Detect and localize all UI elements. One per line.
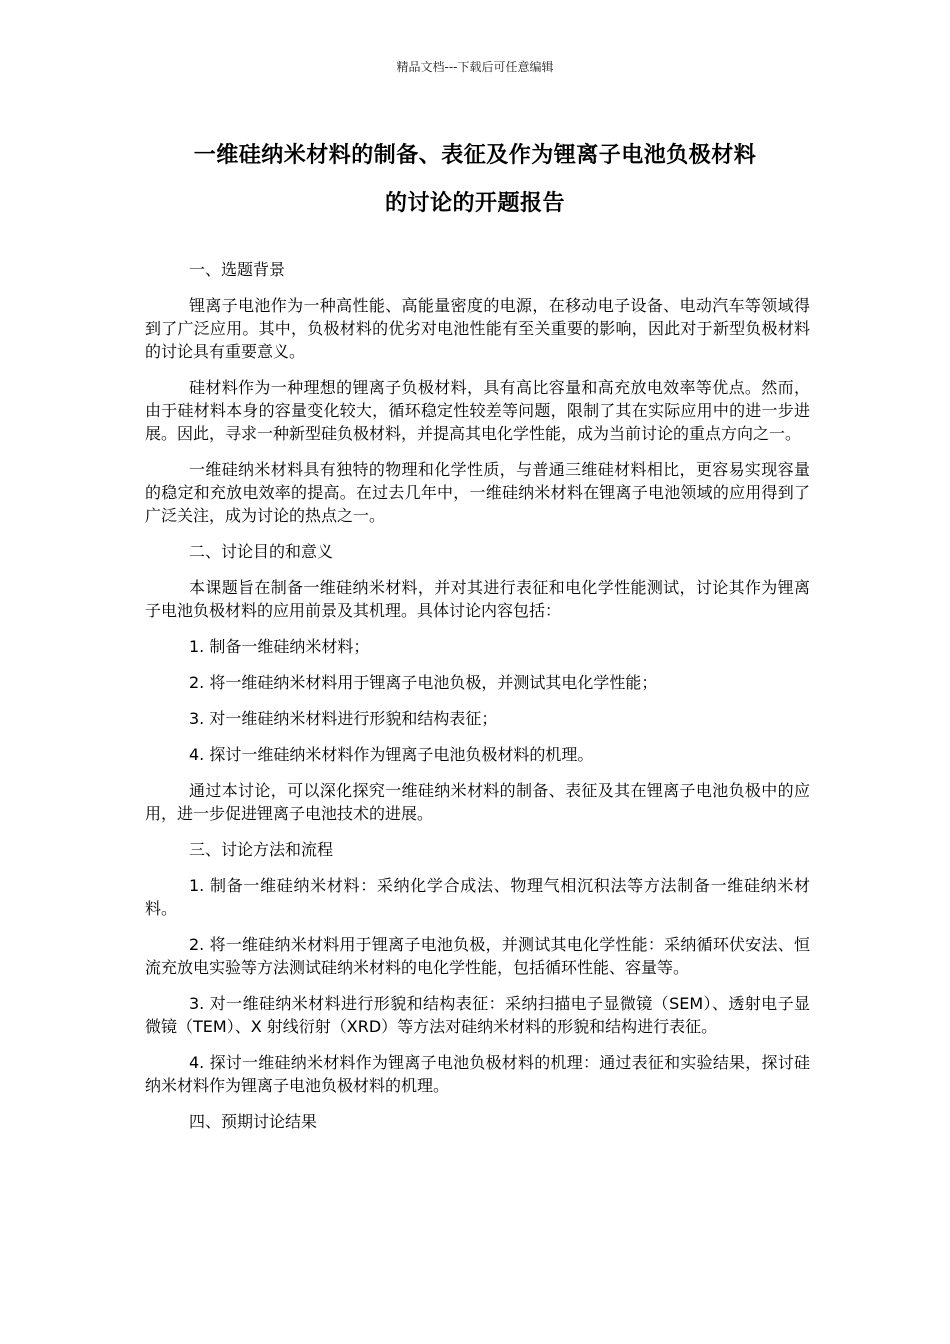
list-item: 1. 制备一维硅纳米材料； [189, 637, 370, 656]
section-heading-purpose: 二、讨论目的和意义 [189, 542, 334, 561]
list-item: 1. 制备一维硅纳米材料：采纳化学合成法、物理气相沉积法等方法制备一维硅纳米材料。 [145, 876, 810, 918]
document-title-line-1: 一维硅纳米材料的制备、表征及作为锂离子电池负极材料 [193, 143, 757, 168]
paragraph: 一维硅纳米材料具有独特的物理和化学性质，与普通三维硅材料相比，更容易实现容量的稳定和充放电效率的提高。在过去几年中，一维硅纳米材料在锂离子电池领域的应用得到了广泛关注，成为讨论的热点之一。 [145, 460, 810, 525]
list-item: 3. 对一维硅纳米材料进行形貌和结构表征； [189, 709, 498, 728]
paragraph: 锂离子电池作为一种高性能、高能量密度的电源，在移动电子设备、电动汽车等领域得到了广泛应用。其中，负极材料的优劣对电池性能有至关重要的影响，因此对于新型负极材料的讨论具有重要意义。 [145, 296, 810, 361]
list-item: 3. 对一维硅纳米材料进行形貌和结构表征：采纳扫描电子显微镜（SEM）、透射电子显微镜（TEM）、X 射线衍射（XRD）等方法对硅纳米材料的形貌和结构进行表征。 [145, 994, 810, 1036]
section-heading-expected-results: 四、预期讨论结果 [189, 1112, 318, 1131]
paragraph: 硅材料作为一种理想的锂离子负极材料，具有高比容量和高充放电效率等优点。然而，由于硅材料本身的容量变化较大，循环稳定性较差等问题，限制了其在实际应用中的进一步进展。因此，寻求一种新型硅负极材料，并提高其电化学性能，成为当前讨论的重点方向之一。 [145, 378, 810, 443]
page-header: 精品文档---下载后可任意编辑 [396, 60, 554, 74]
document-body [145, 258, 810, 1146]
paragraph: 通过本讨论，可以深化探究一维硅纳米材料的制备、表征及其在锂离子电池负极中的应用，进一步促进锂离子电池技术的进展。 [145, 781, 810, 823]
section-heading-background: 一、选题背景 [189, 260, 286, 279]
list-item: 2. 将一维硅纳米材料用于锂离子电池负极，并测试其电化学性能； [189, 673, 658, 692]
list-item: 4. 探讨一维硅纳米材料作为锂离子电池负极材料的机理。 [189, 745, 594, 764]
list-item: 4. 探讨一维硅纳米材料作为锂离子电池负极材料的机理：通过表征和实验结果，探讨硅纳米材料作为锂离子电池负极材料的机理。 [145, 1053, 810, 1095]
paragraph: 本课题旨在制备一维硅纳米材料，并对其进行表征和电化学性能测试，讨论其作为锂离子电池负极材料的应用前景及其机理。具体讨论内容包括： [145, 578, 810, 620]
section-heading-methods: 三、讨论方法和流程 [189, 840, 334, 859]
document-title-line-2: 的讨论的开题报告 [384, 191, 565, 216]
list-item: 2. 将一维硅纳米材料用于锂离子电池负极，并测试其电化学性能：采纳循环伏安法、恒流充放电实验等方法测试硅纳米材料的电化学性能，包括循环性能、容量等。 [145, 935, 810, 977]
